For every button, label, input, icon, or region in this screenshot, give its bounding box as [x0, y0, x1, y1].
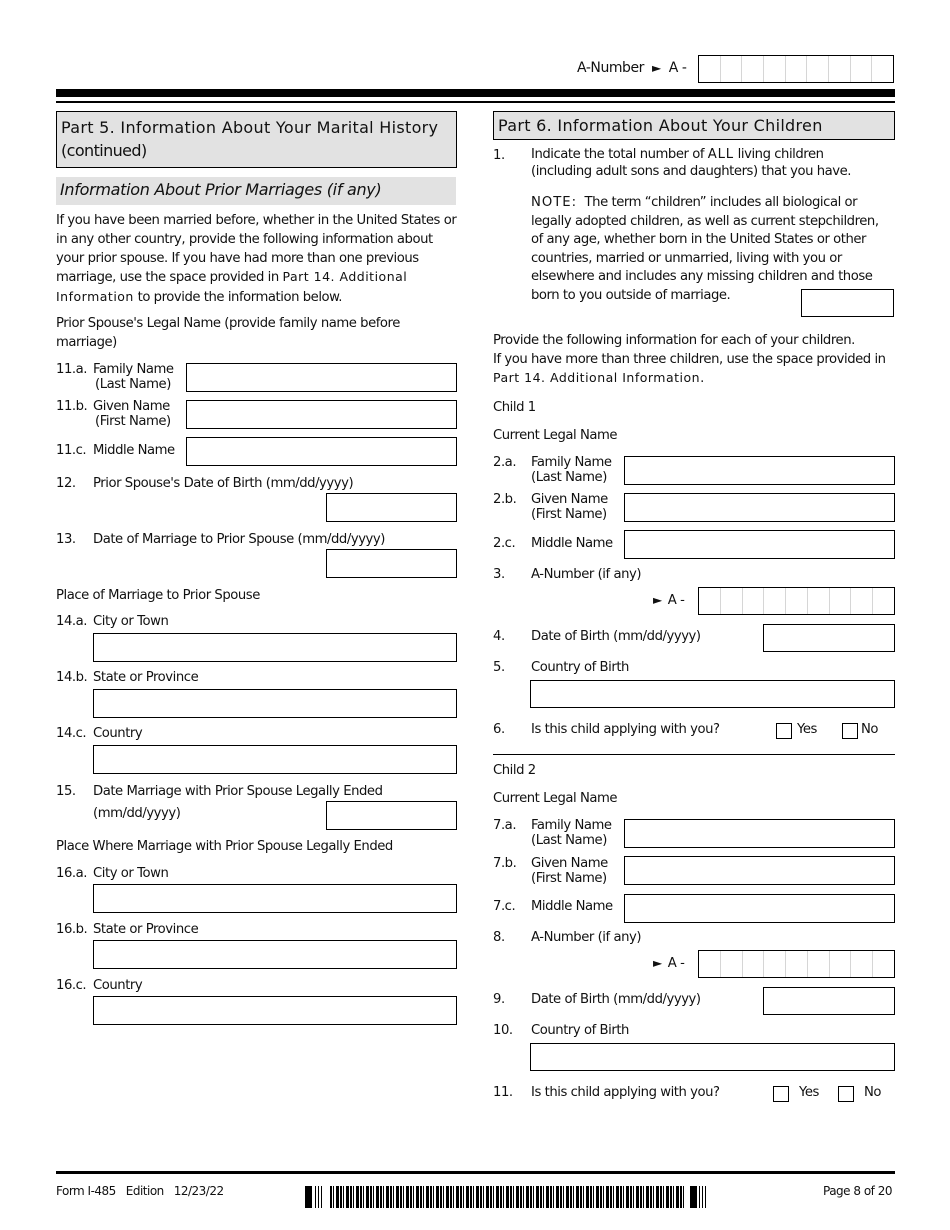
note-line: elsewhere and includes any missing children and those	[531, 269, 873, 285]
item-7c-label: Middle Name	[531, 899, 613, 914]
child1-applying-yes-checkbox[interactable]	[776, 723, 792, 739]
item-12-label: Prior Spouse's Date of Birth (mm/dd/yyyy)	[93, 476, 354, 491]
item-2a-label	[531, 455, 612, 485]
page-number: Page 8 of 20	[823, 1184, 892, 1198]
item-9-label: Date of Birth (mm/dd/yyyy)	[531, 992, 701, 1007]
item-16b-number: 16.b.	[56, 922, 88, 937]
header-thin-rule	[56, 101, 895, 103]
marriage-state-input[interactable]	[93, 689, 457, 718]
header-a-number-label	[577, 60, 687, 77]
item-10-number: 10.	[493, 1023, 513, 1038]
note-line: The term “children” includes all biological or	[577, 195, 858, 210]
item-15-label: Date Marriage with Prior Spouse Legally Ended	[93, 784, 383, 799]
total-children-input[interactable]	[801, 289, 894, 317]
label-line: (Last Name)	[531, 470, 607, 485]
item-4-label: Date of Birth (mm/dd/yyyy)	[531, 629, 701, 644]
intro-line: in any other country, provide the following information about	[56, 231, 433, 247]
child1-a-number-input[interactable]	[698, 587, 895, 615]
item-14b-label: State or Province	[93, 670, 199, 685]
part5-header	[56, 111, 457, 168]
child2-family-name-input[interactable]	[624, 819, 895, 848]
label-line: (Last Name)	[531, 833, 607, 848]
item-16b-label: State or Province	[93, 922, 199, 937]
child2-country-input[interactable]	[530, 1043, 895, 1071]
item-14c-number: 14.c.	[56, 726, 87, 741]
question-text: Indicate the total number of	[531, 147, 708, 162]
item-9-number: 9.	[493, 992, 505, 1007]
item-7b-label	[531, 856, 608, 886]
item-14c-label: Country	[93, 726, 143, 741]
a-prefix: A -	[667, 956, 685, 971]
item-16a-number: 16.a.	[56, 866, 87, 881]
child2-applying-yes-checkbox[interactable]	[773, 1086, 789, 1102]
pdf417-barcode-icon	[305, 1186, 713, 1208]
item-11c-label: Middle Name	[93, 443, 175, 458]
ended-state-input[interactable]	[93, 940, 457, 969]
item-11-label: Is this child applying with you?	[531, 1085, 720, 1100]
item-2b-label	[531, 492, 608, 522]
ended-country-input[interactable]	[93, 996, 457, 1025]
child2-a-number-prefix	[653, 955, 684, 972]
child2-applying-no-checkbox[interactable]	[838, 1086, 854, 1102]
child1-name-heading: Current Legal Name	[493, 428, 618, 443]
paragraph-line: Provide the following information for each of your children.	[493, 333, 855, 348]
arrow-right-icon: ►	[653, 593, 662, 607]
child1-a-number-prefix	[653, 592, 684, 609]
prior-spouse-middle-name-input[interactable]	[186, 437, 457, 466]
child2-applying-no-label: No	[864, 1085, 882, 1100]
child1-country-input[interactable]	[530, 680, 895, 708]
prior-spouse-family-name-input[interactable]	[186, 363, 457, 392]
provide-info-paragraph	[493, 332, 903, 389]
part6-header: Part 6. Information About Your Children	[493, 111, 895, 140]
intro-line: If you have been married before, whether in the United States or	[56, 213, 457, 228]
a-number-text: A-Number	[577, 60, 644, 76]
item-14b-number: 14.b.	[56, 670, 88, 685]
item-6-label: Is this child applying with you?	[531, 722, 720, 737]
item-3-label: A-Number (if any)	[531, 567, 642, 582]
question-text: living children	[733, 147, 824, 162]
item-7c-number: 7.c.	[493, 899, 516, 914]
child-divider	[493, 754, 895, 755]
place-marriage-ended-heading: Place Where Marriage with Prior Spouse Legally Ended	[56, 839, 393, 854]
part5-title: Part 5. Information About Your Marital History	[61, 118, 439, 137]
item-16a-label: City or Town	[93, 866, 169, 881]
prior-marriages-subheader: Information About Prior Marriages (if any)	[56, 177, 456, 205]
item-11b-number: 11.b.	[56, 399, 88, 414]
item-16c-label: Country	[93, 978, 143, 993]
intro-line: marriage, use the space provided in	[56, 270, 283, 286]
item-8-number: 8.	[493, 930, 505, 945]
child2-name-heading: Current Legal Name	[493, 791, 618, 806]
child1-applying-no-checkbox[interactable]	[842, 723, 858, 739]
part14-reference: Information	[56, 289, 134, 305]
item-15-label-format: (mm/dd/yyyy)	[93, 806, 181, 821]
child1-heading: Child 1	[493, 400, 536, 415]
item-11a-label	[93, 362, 174, 392]
label-line: Given Name	[531, 492, 608, 507]
item-15-number: 15.	[56, 784, 76, 799]
child2-dob-input[interactable]	[763, 987, 895, 1015]
item-10-label: Country of Birth	[531, 1023, 629, 1038]
child2-applying-yes-label: Yes	[799, 1085, 819, 1100]
label-line: Family Name	[93, 362, 174, 377]
item-11a-number: 11.a.	[56, 362, 87, 377]
item-6-number: 6.	[493, 722, 505, 737]
header-thick-rule	[56, 89, 895, 97]
prior-spouse-name-heading	[56, 315, 466, 353]
item-2a-number: 2.a.	[493, 455, 517, 470]
item-7a-number: 7.a.	[493, 818, 517, 833]
marriage-ended-date-input[interactable]	[326, 801, 457, 830]
item-14a-number: 14.a.	[56, 614, 87, 629]
item-2c-number: 2.c.	[493, 536, 516, 551]
item-2c-label: Middle Name	[531, 536, 613, 551]
part14-reference: Part 14. Additional Information	[493, 370, 701, 386]
note-label: NOTE:	[531, 195, 578, 210]
marriage-country-input[interactable]	[93, 745, 457, 774]
item-12-number: 12.	[56, 476, 76, 491]
date-of-marriage-input[interactable]	[326, 549, 457, 578]
label-line: Family Name	[531, 455, 612, 470]
prior-spouse-given-name-input[interactable]	[186, 400, 457, 429]
child1-middle-name-input[interactable]	[624, 530, 895, 559]
arrow-right-icon: ►	[651, 61, 661, 75]
form-edition: Form I-485 Edition 12/23/22	[56, 1184, 224, 1198]
item-13-number: 13.	[56, 532, 76, 547]
child1-applying-no-label: No	[861, 722, 879, 737]
item-2b-number: 2.b.	[493, 492, 517, 507]
item-7b-number: 7.b.	[493, 856, 517, 871]
header-a-number-input[interactable]	[698, 55, 894, 83]
item-3-number: 3.	[493, 567, 505, 582]
item-14a-label: City or Town	[93, 614, 169, 629]
child1-family-name-input[interactable]	[624, 456, 895, 485]
label-line: (Last Name)	[95, 377, 171, 392]
label-line: (First Name)	[531, 871, 607, 886]
item-8-label: A-Number (if any)	[531, 930, 642, 945]
a-prefix: A -	[667, 593, 685, 608]
child2-middle-name-input[interactable]	[624, 894, 895, 923]
heading-line: marriage)	[56, 334, 117, 350]
intro-line: your prior spouse. If you have had more than one previous	[56, 250, 419, 266]
intro-line: to provide the information below.	[133, 290, 343, 306]
heading-line: Prior Spouse's Legal Name (provide family name before	[56, 316, 400, 331]
arrow-right-icon: ►	[653, 956, 662, 970]
item-1-question	[531, 146, 901, 180]
label-line: Given Name	[531, 856, 608, 871]
item-5-number: 5.	[493, 660, 505, 675]
item-16c-number: 16.c.	[56, 978, 87, 993]
item-11-number: 11.	[493, 1085, 513, 1100]
label-line: Given Name	[93, 399, 170, 414]
item-4-number: 4.	[493, 629, 505, 644]
note-line: of any age, whether born in the United States or other	[531, 232, 867, 248]
item-5-label: Country of Birth	[531, 660, 629, 675]
item-1-number: 1.	[493, 148, 505, 163]
note-line: born to you outside of marriage.	[531, 287, 731, 303]
note-line: countries, married or unmarried, living with you or	[531, 250, 842, 266]
child1-given-name-input[interactable]	[624, 493, 895, 522]
label-line: (First Name)	[531, 507, 607, 522]
part14-reference: Part 14. Additional	[282, 269, 408, 285]
label-line: Family Name	[531, 818, 612, 833]
ended-city-input[interactable]	[93, 884, 457, 913]
all-emphasis: ALL	[707, 147, 734, 162]
child2-given-name-input[interactable]	[624, 856, 895, 885]
child2-a-number-input[interactable]	[698, 950, 895, 978]
label-line: (First Name)	[95, 414, 171, 429]
place-of-marriage-heading: Place of Marriage to Prior Spouse	[56, 588, 260, 603]
prior-marriages-intro	[56, 212, 466, 308]
child2-heading: Child 2	[493, 763, 536, 778]
paragraph-line: .	[700, 371, 704, 387]
item-11b-label	[93, 399, 171, 429]
prior-spouse-dob-input[interactable]	[326, 493, 457, 522]
child1-dob-input[interactable]	[763, 624, 895, 652]
part5-title-continued: (continued)	[61, 141, 147, 160]
footer-rule	[56, 1171, 895, 1174]
a-number-prefix: A -	[668, 60, 687, 76]
note-line: legally adopted children, as well as current stepchildren,	[531, 213, 879, 229]
item-7a-label	[531, 818, 612, 848]
item-13-label: Date of Marriage to Prior Spouse (mm/dd/yyyy)	[93, 532, 385, 547]
paragraph-line: If you have more than three children, use the space provided in	[493, 351, 886, 367]
child1-applying-yes-label: Yes	[797, 722, 817, 737]
item-11c-number: 11.c.	[56, 443, 87, 458]
question-text: (including adult sons and daughters) that you have.	[531, 164, 852, 179]
marriage-city-input[interactable]	[93, 633, 457, 662]
